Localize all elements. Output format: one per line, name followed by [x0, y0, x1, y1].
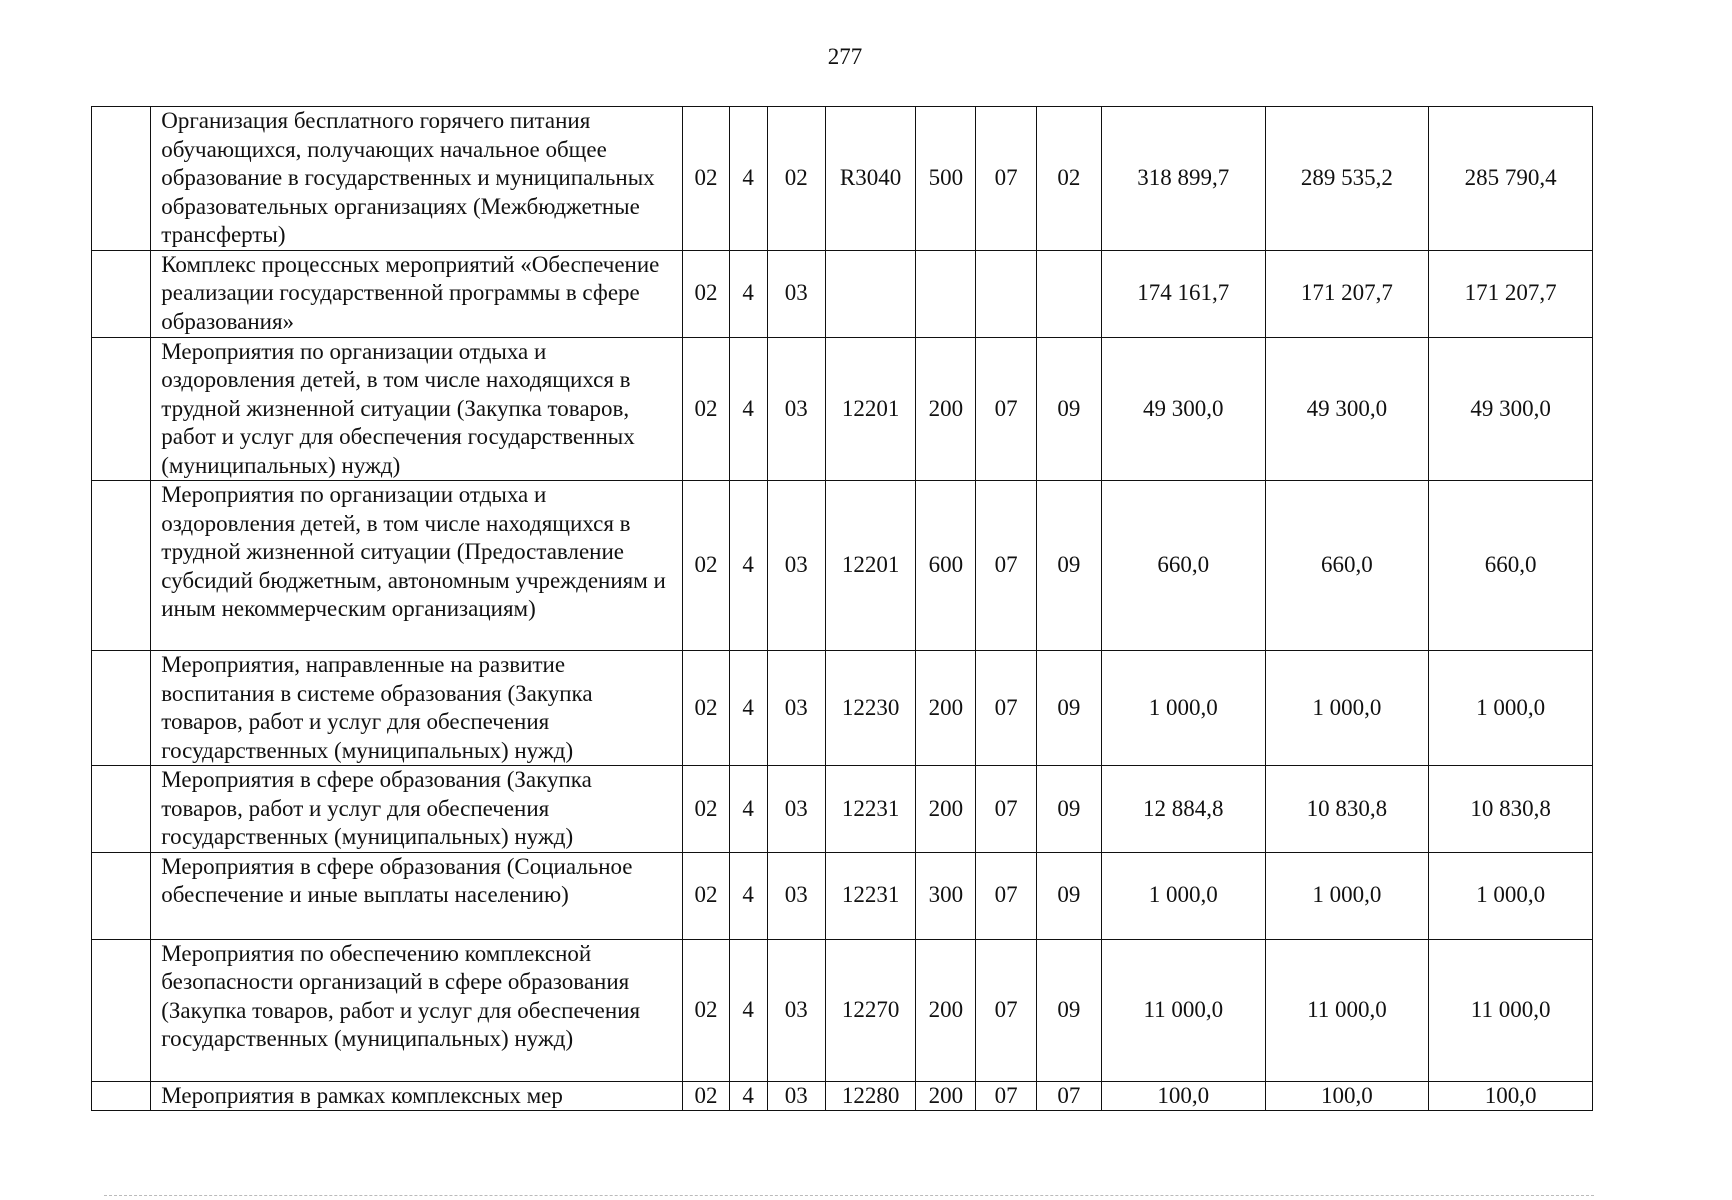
expense-type-cell	[916, 250, 976, 337]
program-type-cell: 4	[729, 852, 767, 939]
direction-code-cell: 12230	[825, 651, 915, 766]
program-code-cell: 02	[683, 766, 729, 853]
scan-edge-line	[104, 1195, 1594, 1200]
amount-year1-cell: 100,0	[1101, 1081, 1265, 1111]
program-code-cell: 02	[683, 481, 729, 651]
amount-year2-cell: 1 000,0	[1265, 651, 1429, 766]
direction-code-cell: 12231	[825, 852, 915, 939]
subsection-cell: 09	[1036, 481, 1101, 651]
program-code-cell: 02	[683, 651, 729, 766]
direction-code-cell: 12270	[825, 939, 915, 1081]
program-type-cell: 4	[729, 337, 767, 481]
table-row	[92, 107, 1593, 251]
subsection-cell: 09	[1036, 939, 1101, 1081]
subprogram-code-cell: 02	[767, 107, 825, 251]
row-number-cell	[92, 852, 151, 939]
item-name-cell: Мероприятия по организации отдыха и оздоровления детей, в том числе находящихся в трудной жизненной ситуации (Закупка товаров, работ и услуг для обеспечения государственных (муниципальных) нужд)	[151, 337, 683, 481]
amount-year1-cell: 660,0	[1101, 481, 1265, 651]
subsection-cell	[1036, 250, 1101, 337]
program-type-cell: 4	[729, 107, 767, 251]
item-name-cell: Мероприятия в сфере образования (Социальное обеспечение и иные выплаты населению)	[151, 852, 683, 939]
amount-year3-cell: 100,0	[1429, 1081, 1593, 1111]
program-type-cell: 4	[729, 481, 767, 651]
direction-code-cell	[825, 250, 915, 337]
section-cell: 07	[976, 939, 1036, 1081]
item-name-cell: Мероприятия в рамках комплексных мер	[151, 1081, 683, 1111]
amount-year2-cell: 660,0	[1265, 481, 1429, 651]
table-row	[92, 337, 1593, 481]
amount-year1-cell: 49 300,0	[1101, 337, 1265, 481]
direction-code-cell: 12231	[825, 766, 915, 853]
section-cell: 07	[976, 481, 1036, 651]
item-name-cell: Мероприятия по обеспечению комплексной безопасности организаций в сфере образования (Закупка товаров, работ и услуг для обеспечения государственных (муниципальных) нужд)	[151, 939, 683, 1081]
program-code-cell: 02	[683, 852, 729, 939]
item-name-cell: Мероприятия по организации отдыха и оздоровления детей, в том числе находящихся в трудной жизненной ситуации (Предоставление субсидий бюджетным, автономным учреждениям и иным некоммерческим организациям)	[151, 481, 683, 651]
amount-year2-cell: 1 000,0	[1265, 852, 1429, 939]
subprogram-code-cell: 03	[767, 337, 825, 481]
item-name-cell: Организация бесплатного горячего питания обучающихся, получающих начальное общее образование в государственных и муниципальных образовательных организациях (Межбюджетные трансферты)	[151, 107, 683, 251]
amount-year3-cell: 660,0	[1429, 481, 1593, 651]
amount-year2-cell: 11 000,0	[1265, 939, 1429, 1081]
subprogram-code-cell: 03	[767, 481, 825, 651]
table-row	[92, 852, 1593, 939]
amount-year1-cell: 318 899,7	[1101, 107, 1265, 251]
table-row	[92, 1081, 1593, 1111]
section-cell: 07	[976, 651, 1036, 766]
row-number-cell	[92, 481, 151, 651]
expense-type-cell: 200	[916, 766, 976, 853]
table-row	[92, 651, 1593, 766]
program-type-cell: 4	[729, 1081, 767, 1111]
direction-code-cell: R3040	[825, 107, 915, 251]
budget-table	[91, 106, 1593, 1111]
subsection-cell: 09	[1036, 651, 1101, 766]
subprogram-code-cell: 03	[767, 852, 825, 939]
row-number-cell	[92, 766, 151, 853]
program-code-cell: 02	[683, 250, 729, 337]
section-cell	[976, 250, 1036, 337]
section-cell: 07	[976, 852, 1036, 939]
amount-year3-cell: 1 000,0	[1429, 651, 1593, 766]
table-row	[92, 250, 1593, 337]
amount-year1-cell: 12 884,8	[1101, 766, 1265, 853]
subsection-cell: 02	[1036, 107, 1101, 251]
subprogram-code-cell: 03	[767, 766, 825, 853]
subprogram-code-cell: 03	[767, 651, 825, 766]
amount-year3-cell: 10 830,8	[1429, 766, 1593, 853]
row-number-cell	[92, 939, 151, 1081]
table-row	[92, 481, 1593, 651]
section-cell: 07	[976, 107, 1036, 251]
amount-year3-cell: 171 207,7	[1429, 250, 1593, 337]
direction-code-cell: 12201	[825, 481, 915, 651]
amount-year1-cell: 174 161,7	[1101, 250, 1265, 337]
direction-code-cell: 12280	[825, 1081, 915, 1111]
expense-type-cell: 200	[916, 939, 976, 1081]
subsection-cell: 09	[1036, 337, 1101, 481]
row-number-cell	[92, 1081, 151, 1111]
section-cell: 07	[976, 337, 1036, 481]
program-type-cell: 4	[729, 939, 767, 1081]
amount-year2-cell: 289 535,2	[1265, 107, 1429, 251]
subsection-cell: 07	[1036, 1081, 1101, 1111]
expense-type-cell: 200	[916, 337, 976, 481]
amount-year3-cell: 1 000,0	[1429, 852, 1593, 939]
program-code-cell: 02	[683, 1081, 729, 1111]
item-name-cell: Комплекс процессных мероприятий «Обеспечение реализации государственной программы в сфере образования»	[151, 250, 683, 337]
expense-type-cell: 300	[916, 852, 976, 939]
row-number-cell	[92, 250, 151, 337]
expense-type-cell: 200	[916, 1081, 976, 1111]
program-type-cell: 4	[729, 651, 767, 766]
direction-code-cell: 12201	[825, 337, 915, 481]
amount-year3-cell: 11 000,0	[1429, 939, 1593, 1081]
row-number-cell	[92, 651, 151, 766]
row-number-cell	[92, 337, 151, 481]
amount-year2-cell: 171 207,7	[1265, 250, 1429, 337]
program-code-cell: 02	[683, 107, 729, 251]
amount-year1-cell: 11 000,0	[1101, 939, 1265, 1081]
subprogram-code-cell: 03	[767, 1081, 825, 1111]
item-name-cell: Мероприятия, направленные на развитие воспитания в системе образования (Закупка товаров, работ и услуг для обеспечения государственных (муниципальных) нужд)	[151, 651, 683, 766]
subprogram-code-cell: 03	[767, 939, 825, 1081]
amount-year1-cell: 1 000,0	[1101, 852, 1265, 939]
program-code-cell: 02	[683, 337, 729, 481]
expense-type-cell: 200	[916, 651, 976, 766]
subprogram-code-cell: 03	[767, 250, 825, 337]
page-number: 277	[827, 44, 863, 69]
expense-type-cell: 500	[916, 107, 976, 251]
amount-year2-cell: 100,0	[1265, 1081, 1429, 1111]
table-row	[92, 939, 1593, 1081]
section-cell: 07	[976, 766, 1036, 853]
program-type-cell: 4	[729, 766, 767, 853]
expense-type-cell: 600	[916, 481, 976, 651]
amount-year3-cell: 285 790,4	[1429, 107, 1593, 251]
table-row	[92, 766, 1593, 853]
amount-year2-cell: 49 300,0	[1265, 337, 1429, 481]
amount-year3-cell: 49 300,0	[1429, 337, 1593, 481]
row-number-cell	[92, 107, 151, 251]
program-code-cell: 02	[683, 939, 729, 1081]
section-cell: 07	[976, 1081, 1036, 1111]
amount-year2-cell: 10 830,8	[1265, 766, 1429, 853]
subsection-cell: 09	[1036, 852, 1101, 939]
subsection-cell: 09	[1036, 766, 1101, 853]
program-type-cell: 4	[729, 250, 767, 337]
item-name-cell: Мероприятия в сфере образования (Закупка товаров, работ и услуг для обеспечения государственных (муниципальных) нужд)	[151, 766, 683, 853]
amount-year1-cell: 1 000,0	[1101, 651, 1265, 766]
